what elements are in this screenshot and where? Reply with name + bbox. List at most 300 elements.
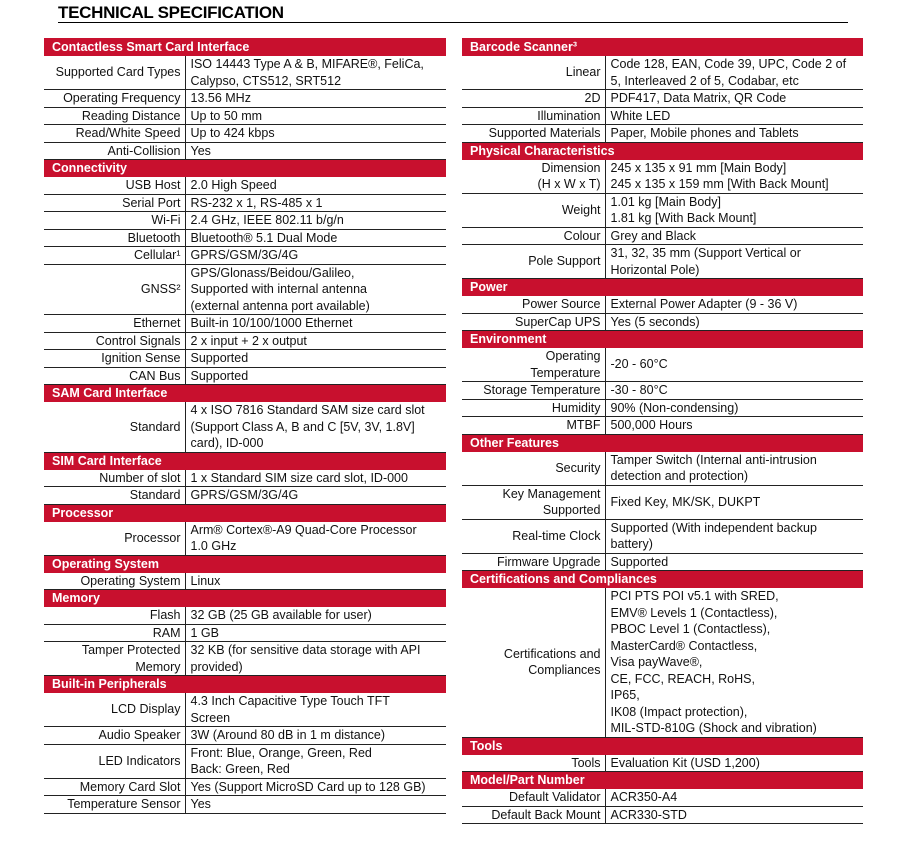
spec-value-line: Screen (190, 710, 231, 725)
spec-value-line: White LED (610, 108, 671, 123)
spec-label-line: Ignition Sense (101, 351, 181, 365)
spec-value-line: Visa payWave®, (610, 655, 703, 669)
spec-value-line: Back: Green, Red (190, 762, 290, 776)
spec-value (185, 469, 446, 487)
spec-value (605, 193, 863, 227)
spec-row (44, 487, 446, 505)
spec-row (462, 227, 863, 245)
spec-label-line: Illumination (537, 108, 601, 123)
spec-label-line: Operating Frequency (63, 91, 181, 105)
spec-label-line: RAM (152, 625, 181, 640)
section-title: Power (462, 279, 863, 296)
spec-label (462, 806, 605, 824)
spec-label (462, 125, 605, 143)
spec-row (44, 469, 446, 487)
section-header-model-part-number (462, 772, 863, 789)
spec-row (44, 350, 446, 368)
spec-row (44, 693, 446, 727)
spec-label (462, 193, 605, 227)
spec-value (605, 90, 863, 108)
spec-value-line: 500,000 Hours (610, 418, 693, 432)
spec-label-line: Security (555, 460, 601, 475)
spec-label (44, 177, 185, 195)
spec-value-line: PDF417, Data Matrix, QR Code (610, 91, 787, 105)
spec-label (462, 348, 605, 382)
spec-value (185, 487, 446, 505)
spec-value-line: 13.56 MHz (190, 91, 251, 105)
spec-row (462, 159, 863, 193)
spec-value-line: (Support Class A, B and C [5V, 3V, 1.8V] (190, 419, 415, 434)
spec-value (605, 56, 863, 90)
spec-value-line: GPRS/GSM/3G/4G (190, 488, 299, 502)
spec-value-line: ACR330-STD (610, 807, 687, 822)
spec-value (185, 247, 446, 265)
spec-row (44, 264, 446, 315)
spec-row (462, 56, 863, 90)
spec-label (44, 142, 185, 160)
spec-value-line: PBOC Level 1 (Contactless), (610, 622, 771, 636)
spec-label (462, 90, 605, 108)
spec-value-line: Supported (With independent backup (610, 520, 817, 535)
spec-value (185, 90, 446, 108)
page-title: TECHNICAL SPECIFICATION (58, 3, 284, 22)
spec-label (44, 350, 185, 368)
section-title: Processor (44, 504, 446, 521)
spec-value-line: 4.3 Inch Capacitive Type Touch TFT (190, 694, 390, 708)
spec-label-line: Weight (561, 202, 601, 217)
spec-value (185, 693, 446, 727)
section-header-processor (44, 504, 446, 521)
spec-value-line: 1.01 kg [Main Body] (610, 194, 721, 209)
spec-row (44, 744, 446, 778)
spec-label-line: Supported Materials (488, 126, 601, 140)
spec-value-line: Bluetooth® 5.1 Dual Mode (190, 230, 338, 245)
spec-value-line: GPS/Glonass/Beidou/Galileo, (190, 265, 355, 280)
spec-label-line: Temperature (530, 365, 601, 380)
spec-label (44, 693, 185, 727)
spec-value-line: 4 x ISO 7816 Standard SAM size card slot (190, 403, 425, 417)
spec-label-line: Standard (129, 419, 181, 434)
spec-row (462, 348, 863, 382)
section-header-sim-card-interface (44, 452, 446, 469)
spec-label-line: (H x W x T) (537, 177, 601, 191)
spec-value-line: Up to 424 kbps (190, 126, 275, 140)
spec-row (44, 107, 446, 125)
spec-value-line: Supported with internal antenna (190, 282, 368, 296)
spec-value-line: IP65, (610, 688, 640, 702)
spec-value-line: 90% (Non-condensing) (610, 400, 739, 415)
spec-value (605, 417, 863, 435)
spec-row (462, 313, 863, 331)
spec-value (185, 642, 446, 676)
spec-value-line: 1 GB (190, 625, 219, 640)
spec-value-line: EMV® Levels 1 (Contactless), (610, 605, 778, 620)
section-header-environment (462, 331, 863, 348)
spec-row (462, 90, 863, 108)
spec-row (44, 727, 446, 745)
spec-value (185, 125, 446, 143)
spec-label-line: Flash (149, 608, 181, 622)
spec-value-line: 2.4 GHz, IEEE 802.11 b/g/n (190, 213, 344, 227)
section-title: Physical Characteristics (462, 142, 863, 159)
spec-value-line: 1.81 kg [With Back Mount] (610, 211, 757, 225)
spec-value-line: 2.0 High Speed (190, 178, 277, 192)
spec-row (462, 553, 863, 571)
spec-value (605, 159, 863, 193)
spec-label (44, 727, 185, 745)
spec-value-line: IK08 (Impact protection), (610, 704, 748, 719)
spec-table-left (44, 38, 446, 814)
spec-label (462, 313, 605, 331)
spec-label-line: Processor (124, 530, 181, 545)
section-header-memory (44, 590, 446, 607)
spec-value-line: GPRS/GSM/3G/4G (190, 248, 299, 262)
spec-value-line: 245 x 135 x 159 mm [With Back Mount] (610, 177, 829, 191)
spec-value-line: MIL-STD-810G (Shock and vibration) (610, 721, 817, 735)
spec-label (44, 402, 185, 453)
spec-label-line: Storage Temperature (483, 383, 601, 397)
spec-label-line: GNSS² (140, 282, 181, 296)
spec-row (462, 107, 863, 125)
spec-row (462, 193, 863, 227)
spec-value-line: PCI PTS POI v5.1 with SRED, (610, 589, 779, 603)
spec-label-line: Serial Port (122, 195, 181, 210)
spec-value (185, 212, 446, 230)
spec-label-line: MTBF (566, 418, 601, 432)
spec-row (462, 417, 863, 435)
spec-value (185, 367, 446, 385)
section-header-operating-system (44, 555, 446, 572)
spec-label (462, 107, 605, 125)
spec-label (462, 789, 605, 807)
spec-label-line: Reading Distance (81, 108, 181, 123)
spec-label-line: Colour (563, 228, 601, 243)
spec-label (44, 744, 185, 778)
section-title: Other Features (462, 434, 863, 451)
spec-label-line: Pole Support (528, 254, 601, 269)
spec-value-line: Front: Blue, Orange, Green, Red (190, 745, 372, 760)
spec-label (462, 485, 605, 519)
spec-row (44, 332, 446, 350)
spec-value-line: 31, 32, 35 mm (Support Vertical or (610, 246, 801, 260)
spec-value (185, 229, 446, 247)
spec-row (462, 588, 863, 738)
spec-row (44, 212, 446, 230)
section-header-tools (462, 737, 863, 754)
spec-value (605, 806, 863, 824)
spec-label-line: Memory Card Slot (79, 779, 181, 794)
spec-value-line: Yes (5 seconds) (610, 314, 700, 329)
spec-label (462, 553, 605, 571)
spec-value-line: Linux (190, 573, 221, 588)
spec-label-line: SuperCap UPS (515, 314, 601, 329)
section-header-sam-card-interface (44, 385, 446, 402)
section-title: Model/Part Number (462, 772, 863, 789)
spec-label (462, 399, 605, 417)
spec-value-line: ACR350-A4 (610, 790, 678, 804)
spec-value-line: Supported (190, 351, 249, 365)
spec-label-line: Anti-Collision (107, 143, 181, 158)
section-title: SAM Card Interface (44, 385, 446, 402)
spec-row (44, 194, 446, 212)
spec-table-right (462, 38, 863, 824)
spec-row (462, 125, 863, 143)
spec-row (462, 789, 863, 807)
section-header-physical-characteristics (462, 142, 863, 159)
spec-label (462, 519, 605, 553)
spec-label (44, 315, 185, 333)
spec-value-line: -30 - 80°C (610, 383, 668, 397)
spec-label (462, 382, 605, 400)
section-header-certifications-and-compliances (462, 571, 863, 588)
spec-row (44, 247, 446, 265)
spec-label (462, 754, 605, 772)
spec-label (462, 245, 605, 279)
spec-label-line: Supported Card Types (55, 65, 181, 80)
spec-label (44, 796, 185, 814)
spec-label-line: Number of slot (99, 470, 181, 485)
spec-label (462, 588, 605, 738)
spec-label-line: Real-time Clock (512, 528, 601, 543)
spec-label (44, 778, 185, 796)
spec-row (462, 806, 863, 824)
spec-label-line: Memory (135, 659, 181, 674)
spec-value (185, 315, 446, 333)
section-title: Operating System (44, 555, 446, 572)
spec-value-line: Supported (610, 554, 669, 569)
spec-label (44, 125, 185, 143)
spec-row (44, 642, 446, 676)
spec-value-line: Fixed Key, MK/SK, DUKPT (610, 494, 761, 509)
spec-value (605, 519, 863, 553)
spec-label (462, 451, 605, 485)
spec-label-line: CAN Bus (129, 368, 181, 383)
spec-value-line: Yes (190, 143, 211, 158)
section-title: Connectivity (44, 160, 446, 177)
spec-value-line: Code 128, EAN, Code 39, UPC, Code 2 of (610, 57, 847, 71)
spec-value (185, 194, 446, 212)
spec-label-line: LED Indicators (98, 753, 181, 768)
spec-value (185, 402, 446, 453)
section-header-built-in-peripherals (44, 676, 446, 693)
spec-label-line: Compliances (528, 663, 601, 678)
spec-value (605, 485, 863, 519)
spec-row (462, 519, 863, 553)
spec-value (185, 264, 446, 315)
section-header-connectivity (44, 160, 446, 177)
spec-row (44, 607, 446, 625)
spec-value-line: Grey and Black (610, 228, 696, 243)
spec-label-line: 2D (584, 91, 601, 105)
spec-label-line: Tools (571, 755, 601, 770)
spec-value (185, 142, 446, 160)
spec-value-line: Yes (190, 797, 211, 811)
spec-value (185, 607, 446, 625)
spec-label-line: Cellular¹ (133, 248, 181, 262)
spec-label-line: Operating (545, 349, 601, 363)
spec-row (44, 778, 446, 796)
spec-row (44, 125, 446, 143)
spec-value (185, 521, 446, 555)
spec-value-line: Horizontal Pole) (610, 262, 700, 277)
section-title: Contactless Smart Card Interface (44, 39, 446, 56)
spec-value-line: 2 x input + 2 x output (190, 333, 307, 348)
spec-value-line: Built-in 10/100/1000 Ethernet (190, 316, 353, 330)
spec-value-line: 1.0 GHz (190, 539, 237, 553)
spec-value (605, 754, 863, 772)
spec-value-line: ISO 14443 Type A & B, MIFARE®, FeliCa, (190, 57, 424, 71)
spec-label-line: Key Management (502, 486, 601, 501)
spec-row (44, 56, 446, 90)
spec-value-line: 245 x 135 x 91 mm [Main Body] (610, 160, 787, 175)
spec-value-line: Arm® Cortex®-A9 Quad-Core Processor (190, 522, 417, 537)
spec-value-line: Tamper Switch (Internal anti-intrusion (610, 452, 817, 467)
spec-label-line: Tamper Protected (81, 643, 181, 657)
spec-row (44, 796, 446, 814)
section-title: Tools (462, 737, 863, 754)
spec-row (44, 367, 446, 385)
spec-value (605, 348, 863, 382)
spec-value-line: MasterCard® Contactless, (610, 638, 758, 653)
section-title: Environment (462, 331, 863, 348)
spec-value-line: Evaluation Kit (USD 1,200) (610, 755, 760, 770)
spec-value-line: 5, Interleaved 2 of 5, Codabar, etc (610, 73, 799, 88)
spec-label-line: Certifications and (503, 646, 601, 661)
spec-value (185, 572, 446, 590)
spec-label (44, 624, 185, 642)
spec-row (44, 315, 446, 333)
spec-label-line: Standard (129, 488, 181, 502)
spec-label (44, 521, 185, 555)
spec-label-line: Dimension (541, 160, 601, 175)
section-header-power (462, 279, 863, 296)
spec-value (185, 332, 446, 350)
spec-label (44, 367, 185, 385)
spec-label (44, 487, 185, 505)
spec-label (44, 572, 185, 590)
spec-row (44, 229, 446, 247)
spec-value-line: External Power Adapter (9 - 36 V) (610, 297, 798, 311)
spec-value (605, 382, 863, 400)
spec-label (462, 417, 605, 435)
section-header-barcode-scanner (462, 39, 863, 56)
spec-label (44, 90, 185, 108)
spec-value (605, 399, 863, 417)
spec-value (605, 227, 863, 245)
section-header-other-features (462, 434, 863, 451)
spec-label-line: Control Signals (95, 333, 181, 348)
spec-row (44, 90, 446, 108)
spec-value (605, 107, 863, 125)
spec-value (185, 727, 446, 745)
spec-row (44, 402, 446, 453)
spec-value (185, 56, 446, 90)
spec-row (462, 382, 863, 400)
spec-value-line: Calypso, CTS512, SRT512 (190, 73, 342, 88)
spec-label-line: Default Back Mount (491, 807, 601, 822)
spec-row (462, 754, 863, 772)
spec-label (462, 159, 605, 193)
spec-row (462, 485, 863, 519)
section-title: Built-in Peripherals (44, 676, 446, 693)
spec-label (44, 607, 185, 625)
spec-label-line: Bluetooth (127, 230, 181, 245)
spec-label (44, 56, 185, 90)
spec-value-line: Paper, Mobile phones and Tablets (610, 126, 799, 140)
spec-row (462, 296, 863, 314)
title-underline (58, 22, 848, 23)
section-title: Barcode Scanner³ (462, 39, 863, 56)
spec-value-line: Up to 50 mm (190, 108, 263, 123)
spec-value-line: battery) (610, 537, 653, 551)
spec-label (44, 642, 185, 676)
spec-value (185, 350, 446, 368)
spec-label-line: LCD Display (111, 702, 181, 717)
spec-value (605, 451, 863, 485)
spec-value-line: 1 x Standard SIM size card slot, ID-000 (190, 470, 408, 485)
spec-label-line: Power Source (521, 297, 601, 311)
spec-row (44, 521, 446, 555)
spec-row (462, 399, 863, 417)
spec-value (185, 778, 446, 796)
spec-value (185, 744, 446, 778)
spec-value-line: CE, FCC, REACH, RoHS, (610, 671, 755, 686)
spec-value (185, 107, 446, 125)
spec-label-line: Humidity (551, 400, 601, 415)
spec-value-line: 32 GB (25 GB available for user) (190, 608, 372, 622)
spec-row (44, 142, 446, 160)
spec-label (44, 332, 185, 350)
spec-value-line: 3W (Around 80 dB in 1 m distance) (190, 728, 386, 742)
spec-label-line: Operating System (80, 573, 181, 588)
spec-row (44, 177, 446, 195)
spec-label (462, 296, 605, 314)
spec-label (44, 107, 185, 125)
spec-row (462, 451, 863, 485)
spec-label-line: Default Validator (509, 790, 601, 804)
spec-value (605, 789, 863, 807)
spec-row (44, 572, 446, 590)
spec-label (44, 264, 185, 315)
spec-value-line: -20 - 60°C (610, 357, 668, 372)
spec-value-line: detection and protection) (610, 469, 749, 483)
spec-label-line: Wi-Fi (151, 213, 181, 227)
spec-label (44, 229, 185, 247)
spec-row (44, 624, 446, 642)
spec-label-line: Supported (542, 503, 601, 517)
spec-value (185, 177, 446, 195)
spec-label (44, 212, 185, 230)
spec-value-line: RS-232 x 1, RS-485 x 1 (190, 195, 323, 210)
spec-label-line: Firmware Upgrade (496, 554, 601, 569)
spec-value (605, 588, 863, 738)
spec-value (605, 313, 863, 331)
spec-label-line: Linear (565, 65, 601, 80)
spec-row (462, 245, 863, 279)
spec-label-line: Temperature Sensor (67, 797, 181, 811)
section-title: SIM Card Interface (44, 452, 446, 469)
spec-label-line: Read/White Speed (75, 126, 181, 140)
spec-value-line: provided) (190, 659, 243, 674)
spec-value-line: card), ID-000 (190, 436, 264, 450)
spec-label (44, 247, 185, 265)
spec-label (44, 469, 185, 487)
spec-label (44, 194, 185, 212)
spec-value-line: 32 KB (for sensitive data storage with API (190, 643, 421, 657)
spec-label-line: Ethernet (133, 316, 181, 330)
spec-value (185, 624, 446, 642)
spec-value-line: Supported (190, 368, 249, 383)
